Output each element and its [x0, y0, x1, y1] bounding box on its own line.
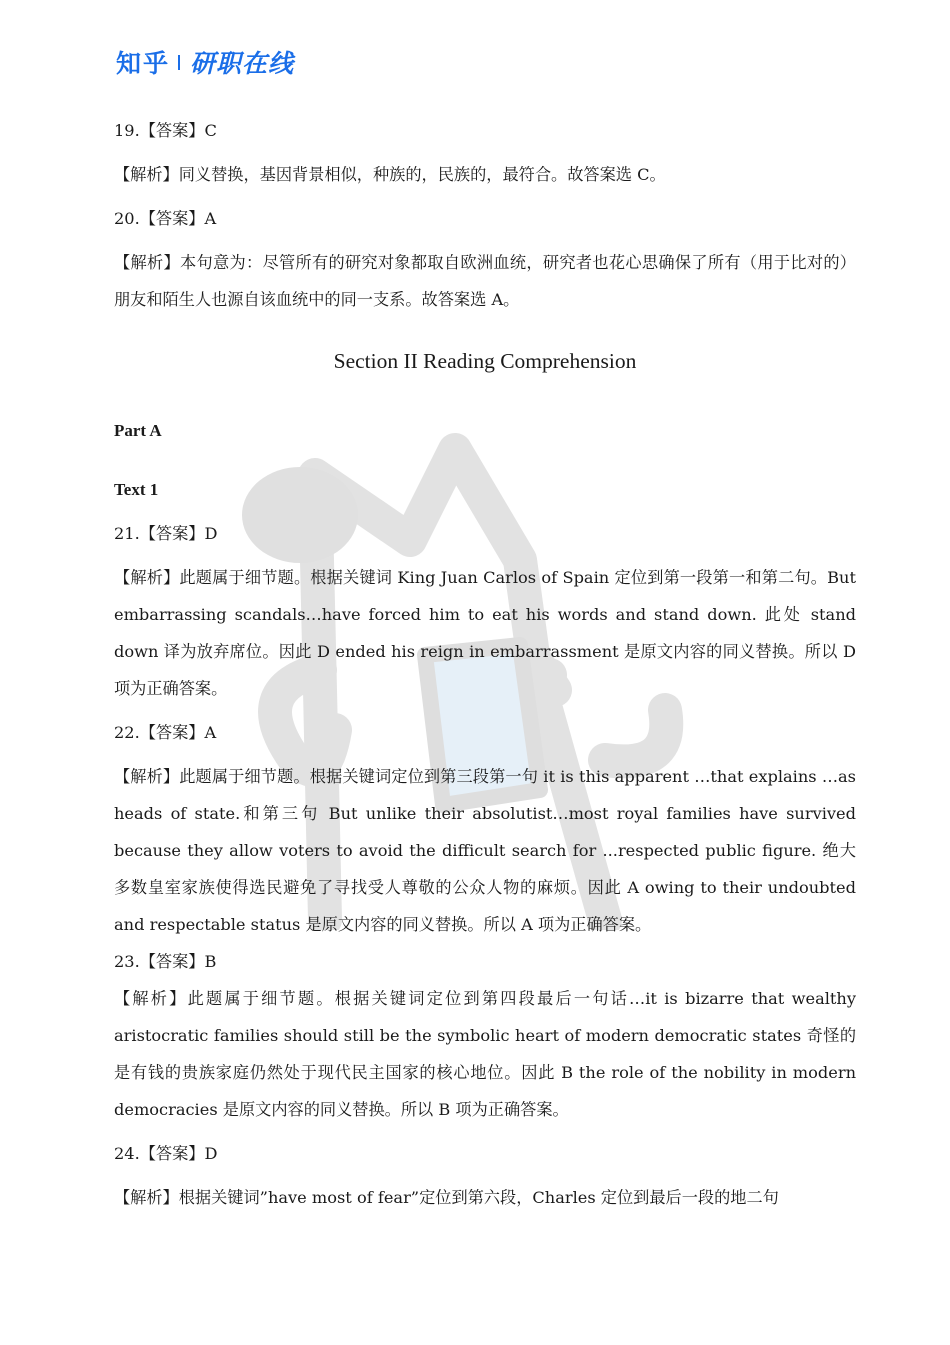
logo-subtitle: 研职在线 — [190, 49, 295, 78]
q22-analysis: 【解析】此题属于细节题。根据关键词定位到第三段第一句 it is this apparent …that explains …as heads of state.和第三句 But unlike their absolutist…most royal families have survived because they allow voters to avoid the difficult search for ...respected public figure. 绝大多数皇室家族使得选民避免了寻找受人尊敬的公众人物的麻烦。因此 A owing to their undoubted and respectable status 是原文内容的同义替换。所以 A 项为正确答案。 — [114, 767, 856, 934]
part-label: Part A — [114, 421, 162, 440]
q24-answer: 24.【答案】D — [114, 1144, 218, 1163]
q24-analysis: 【解析】根据关键词”have most of fear”定位到第六段，Charles 定位到最后一段的地二句 — [114, 1188, 779, 1207]
section-title: Section II Reading Comprehension — [333, 349, 637, 373]
q19-analysis: 【解析】同义替换，基因背景相似，种族的，民族的，最符合。故答案选 C。 — [114, 165, 666, 184]
logo-brand: 知乎 — [116, 49, 171, 78]
document-body — [114, 112, 856, 1216]
q20-analysis: 【解析】本句意为：尽管所有的研究对象都取自欧洲血统，研究者也花心思确保了所有（用于比对的）朋友和陌生人也源自该血统中的同一支系。故答案选 A。 — [114, 253, 856, 309]
zhihu-logo — [116, 46, 294, 78]
q21-answer: 21.【答案】D — [114, 524, 218, 543]
q23-answer: 23.【答案】B — [114, 952, 217, 971]
q22-answer: 22.【答案】A — [114, 723, 217, 742]
q21-analysis: 【解析】此题属于细节题。根据关键词 King Juan Carlos of Spain 定位到第一段第一和第二句。But embarrassing scandals…have forced him to eat his words and stand down. 此处 stand down 译为放弃席位。因此 D ended his reign in embarrassment 是原文内容的同义替换。所以 D 项为正确答案。 — [114, 568, 856, 698]
q23-analysis: 【解析】此题属于细节题。根据关键词定位到第四段最后一句话…it is bizarre that wealthy aristocratic families should still be the symbolic heart of modern democratic states 奇怪的是有钱的贵族家庭仍然处于现代民主国家的核心地位。因此 B the role of the nobility in modern democracies 是原文内容的同义替换。所以 B 项为正确答案。 — [114, 989, 856, 1119]
logo-divider — [178, 55, 180, 70]
q19-answer: 19.【答案】C — [114, 121, 217, 140]
text-label: Text 1 — [114, 480, 159, 499]
q20-answer: 20.【答案】A — [114, 209, 217, 228]
